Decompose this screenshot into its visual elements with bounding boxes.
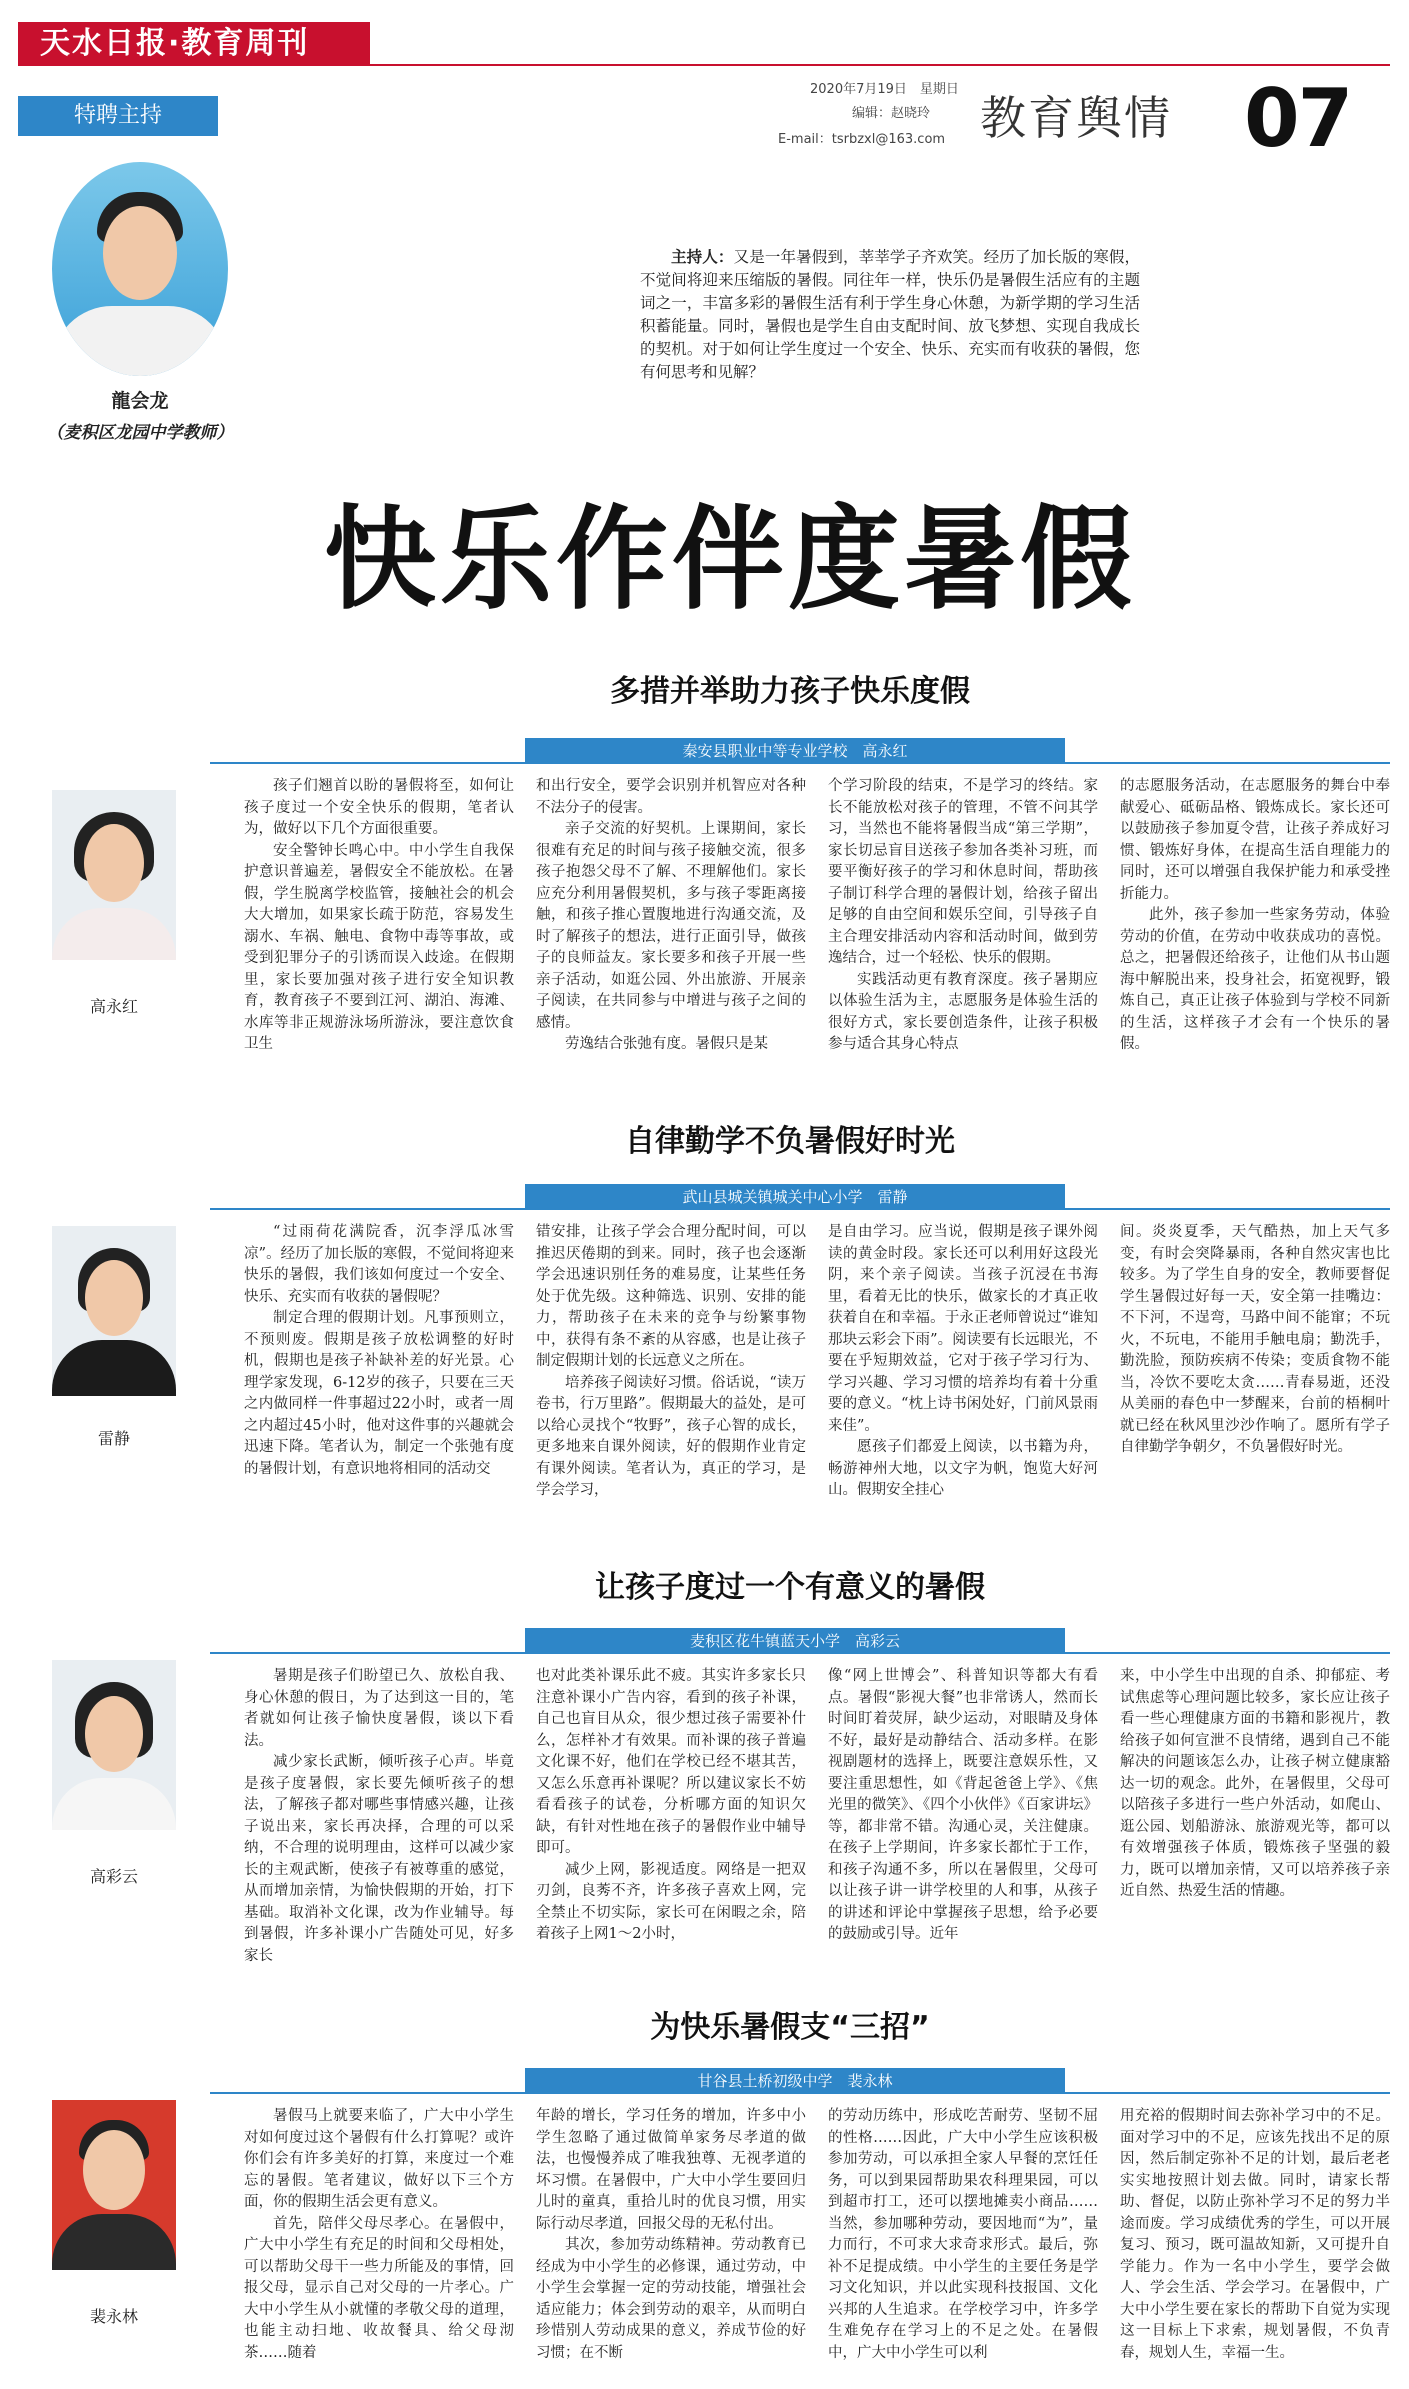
paragraph: 首先，陪伴父母尽孝心。在暑假中，广大中小学生有充足的时间和父母相处，可以帮助父母干一些力所能及的事情，回报父母，显示自己对父母的一片孝心。广大中小学生从小就懂的孝敬父母的道理，也能主动扫地、收故餐具、给父母沏茶……随着 <box>244 2215 514 2361</box>
paragraph: 减少家长武断，倾听孩子心声。毕竟是孩子度暑假，家长要先倾听孩子的想法，了解孩子都对哪些事情感兴趣，让孩子说出来，家长再决择，合理的可以采纳，不合理的说明理由，这样可以减少家长的主观武断，使孩子有被尊重的感觉，从而增加亲情，为愉快假期的开始，打下基础。取消补文化课，改为作业辅导。每到暑假，许多补课小广告随处可见，好多家长 <box>244 1754 514 1964</box>
paragraph: 此外，孩子参加一些家务劳动，体验劳动的价值，在劳动中收获成功的喜悦。总之，把暑假还给孩子，让他们从书山题海中解脱出来，投身社会，拓宽视野，锻炼自己，真正让孩子体验到与学校不同新的生活，这样孩子才会有一个快乐的暑假。 <box>1120 907 1390 1052</box>
paragraph: 暑假马上就要来临了，广大中小学生对如何度过这个暑假有什么打算呢？或许你们会有许多美好的打算，来度过一个难忘的暑假。笔者建议，做好以下三个方面，你的假期生活会更有意义。 <box>244 2108 514 2210</box>
paragraph: 安全警钟长鸣心中。中小学生自我保护意识普遍差，暑假安全不能放松。在暑假，学生脱离学校监管，接触社会的机会大大增加，如果家长疏于防范，容易发生溺水、车祸、触电、食物中毒等事故，或受到犯罪分子的引诱而误入歧途。在假期里，家长要加强对孩子进行安全知识教育，教育孩子不要到江河、湖泊、海滩、水库等非正规游泳场所游泳，要注意饮食卫生 <box>244 842 514 1052</box>
main-headline: 快乐作伴度暑假 <box>324 494 1136 625</box>
author-photo <box>52 2100 176 2270</box>
paragraph: 错安排，让孩子学会合理分配时间，可以推迟厌倦期的到来。同时，孩子也会逐渐学会迅速识别任务的难易度，让某些任务处于优先级。这种筛选、识别、安排的能力，帮助孩子在未来的竞争与纷繁事物中，获得有条不紊的从容感，也是让孩子制定假期计划的长远意义之所在。 <box>536 1224 806 1369</box>
article-column <box>1120 2106 1390 2376</box>
paragraph: 实践活动更有教育深度。孩子暑期应以体验生活为主，志愿服务是体验生活的很好方式，家长要创造条件，让孩子积极参与适合其身心特点 <box>828 971 1098 1052</box>
article-body <box>244 2106 1390 2376</box>
author-photo <box>52 790 176 960</box>
paragraph: 个学习阶段的结束，不是学习的终结。家长不能放松对孩子的管理，不管不问其学习，当然也不能将暑假当成“第三学期”，家长切忌盲目送孩子参加各类补习班，而要平衡好孩子的学习和休息时间，帮助孩子制订科学合理的暑假计划，给孩子留出足够的自由空间和娱乐空间，引导孩子自主合理安排活动内容和活动时间，做到劳逸结合，过一个轻松、快乐的假期。 <box>828 778 1098 966</box>
article-column <box>536 776 806 1094</box>
article-title: 自律勤学不负暑假好时光 <box>625 1124 955 1159</box>
paragraph: 孩子们翘首以盼的暑假将至，如何让孩子度过一个安全快乐的假期，笔者认为，做好以下几个方面很重要。 <box>244 778 514 837</box>
article-column <box>536 2106 806 2376</box>
host-intro <box>640 245 1140 384</box>
article-column <box>244 2106 514 2376</box>
paragraph: 年龄的增长，学习任务的增加，许多中小学生忽略了通过做简单家务尽孝道的做法，也慢慢养成了唯我独尊、无视孝道的坏习惯。在暑假中，广大中小学生要回归儿时的童真，重拾儿时的优良习惯，用实际行动尽孝道，回报父母的无私付出。 <box>536 2108 806 2232</box>
paragraph: 是自由学习。应当说，假期是孩子课外阅读的黄金时段。家长还可以利用好这段光阴，来个亲子阅读。当孩子沉浸在书海里，看着无比的快乐，做家长的才真正收获着自在和幸福。于永正老师曾说过“谁知那块云彩会下雨”。阅读要有长远眼光，不要在乎短期效益，它对于孩子学习行为、学习兴趣、学习习惯的培养均有着十分重要的意义。“枕上诗书闲处好，门前风景雨来佳”。 <box>828 1224 1098 1434</box>
author-name: 雷静 <box>97 1429 130 1448</box>
article-column <box>828 2106 1098 2376</box>
article-column <box>536 1666 806 1994</box>
paragraph: 的劳动历练中，形成吃苦耐劳、坚韧不屈的性格……因此，广大中小学生应该积极参加劳动，可以承担全家人早餐的烹饪任务，可以到果园帮助果农科理果园，可以到超市打工，还可以摆地摊卖小商品……当然，参加哪种劳动，要因地而“为”，量力而行，不可求大求奇求形式。最后，弥补不足提成绩。中小学生的主要任务是学习文化知识，并以此实现科技报国、文化兴邦的人生追求。在学校学习中，许多学生难免存在学习上的不足之处。在暑假中，广大中小学生可以利 <box>828 2108 1098 2361</box>
host-title: （麦积区龙园中学教师） <box>46 423 234 443</box>
article-column <box>1120 776 1390 1094</box>
article-title: 为快乐暑假支“三招” <box>650 2010 930 2045</box>
section-name: 教育舆情 <box>980 91 1172 145</box>
masthead-rule <box>370 64 1390 66</box>
paragraph: 愿孩子们都爱上阅读，以书籍为舟，畅游神州大地，以文字为帆，饱览大好河山。假期安全挂心 <box>828 1439 1098 1498</box>
article-title: 多措并举助力孩子快乐度假 <box>610 674 970 709</box>
article-byline: 秦安县职业中等专业学校 高永红 <box>525 738 1065 764</box>
article-column <box>244 1222 514 1550</box>
page-number: 07 <box>1244 72 1352 165</box>
article-column <box>1120 1222 1390 1550</box>
email-line: E-mail：tsrbzxl@163.com <box>778 132 946 147</box>
article-column <box>828 1666 1098 1994</box>
host-badge: 特聘主持 <box>18 96 218 136</box>
paragraph: 劳逸结合张弛有度。暑假只是某 <box>565 1036 768 1052</box>
paragraph: 间。炎炎夏季，天气酷热，加上天气多变，有时会突降暴雨，各种自然灾害也比较多。为了学生自身的安全，教师要督促学生暑假过好每一天，安全第一挂嘴边：不下河，不逞弯，马路中间不能窜；不玩火，不玩电，不能用手触电扇；勤洗手，勤洗脸，预防疾病不传染；变质食物不能当，冷饮不要吃太贪……青春易逝，还没从美丽的春色中一梦醒来，台前的梧桐叶就已经在秋风里沙沙作响了。愿所有学子自律勤学争朝夕，不负暑假好时光。 <box>1120 1224 1390 1455</box>
article-column <box>1120 1666 1390 1994</box>
intro-label: 主持人： <box>671 247 734 266</box>
paragraph: “过雨荷花满院香，沉李浮瓜冰雪凉”。经历了加长版的寒假，不觉间将迎来快乐的暑假，我们该如何度过一个安全、快乐、充实而有收获的暑假呢？ <box>244 1224 514 1305</box>
paragraph: 暑期是孩子们盼望已久、放松自我、身心休憩的假日，为了达到这一目的，笔者就如何让孩子愉快度暑假，谈以下看法。 <box>244 1668 514 1749</box>
issue-date: 2020年7月19日 星期日 <box>810 82 959 97</box>
host-name: 龍会龙 <box>111 390 169 412</box>
article-column <box>828 776 1098 1094</box>
author-name: 裴永林 <box>89 2307 138 2326</box>
paragraph: 来，中小学生中出现的自杀、抑郁症、考试焦虑等心理问题比较多，家长应让孩子看一些心理健康方面的书籍和影视片，教给孩子如何宣泄不良情绪，遇到自己不能解决的问题该怎么办，让孩子树立健康豁达一切的观念。此外，在暑假里，父母可以陪孩子多进行一些户外活动，如爬山、逛公园、划船游泳、旅游观光等，都可以有效增强孩子体质，锻炼孩子坚强的毅力，既可以增加亲情，又可以培养孩子亲近自然、热爱生活的情趣。 <box>1120 1668 1390 1899</box>
author-photo <box>52 1660 176 1830</box>
masthead: 天水日报·教育周刊 <box>18 22 370 66</box>
article-body <box>244 1666 1390 1994</box>
article-byline: 武山县城关镇城关中心小学 雷静 <box>525 1184 1065 1210</box>
author-name: 高彩云 <box>89 1867 138 1886</box>
article-column <box>244 776 514 1094</box>
author-name: 高永红 <box>89 997 138 1016</box>
paragraph: 用充裕的假期时间去弥补学习中的不足。面对学习中的不足，应该先找出不足的原因，然后制定弥补不足的计划，最后老老实实地按照计划去做。同时，请家长帮助、督促，以防止弥补学习不足的努力半途而废。学习成绩优秀的学生，可以开展复习、预习，既可温故知新，又可提升自学能力。作为一名中小学生，要学会做人、学会生活、学会学习。在暑假中，广大中小学生要在家长的帮助下自觉为实现这一目标上下求索，规划暑假，不负青春，规划人生，幸福一生。 <box>1120 2108 1390 2361</box>
paragraph: 减少上网，影视适度。网络是一把双刃剑，良莠不齐，许多孩子喜欢上网，完全禁止不切实际，家长可在闲暇之余，陪着孩子上网1～2小时， <box>536 1861 806 1942</box>
paragraph: 的志愿服务活动，在志愿服务的舞台中奉献爱心、砥砺品格、锻炼成长。家长还可以鼓励孩子参加夏令营，让孩子养成好习惯、锻炼好身体，在提高生活自理能力的同时，还可以增强自我保护能力和承受挫折能力。 <box>1120 778 1390 902</box>
host-photo <box>52 162 228 376</box>
article-body <box>244 776 1390 1094</box>
article-body <box>244 1222 1390 1550</box>
article-column <box>244 1666 514 1994</box>
paragraph: 像“网上世博会”、科普知识等都大有看点。暑假“影视大餐”也非常诱人，然而长时间盯着荧屏，缺少运动，对眼睛及身体不好，最好是动静结合、活动多样。在影视剧题材的选择上，既要注意娱乐性，又要注重思想性，如《背起爸爸上学》、《焦光里的微笑》、《四个小伙伴》《百家讲坛》等，都非常不错。沟通心灵，关注健康。在孩子上学期间，许多家长都忙于工作，和孩子沟通不多，所以在暑假里，父母可以让孩子讲一讲学校里的人和事，从孩子的讲述和评论中掌握孩子思想，给予必要的鼓励或引导。近年 <box>828 1668 1098 1942</box>
paragraph: 其次，参加劳动练精神。劳动教育已经成为中小学生的必修课，通过劳动，中小学生会掌握一定的劳动技能，增强社会适应能力；体会到劳动的艰辛，从而明白珍惜别人劳动成果的意义，养成节俭的好习惯；在不断 <box>536 2237 806 2361</box>
author-photo <box>52 1226 176 1396</box>
paragraph: 培养孩子阅读好习惯。俗话说，“读万卷书，行万里路”。假期最大的益处，是可以给心灵找个“牧野”，孩子心智的成长，更多地来自课外阅读，好的假期作业肯定有课外阅读。笔者认为，真正的学习，是学会学习， <box>536 1374 806 1498</box>
article-column <box>536 1222 806 1550</box>
article-column <box>828 1222 1098 1550</box>
article-byline: 麦积区花牛镇蓝天小学 高彩云 <box>525 1628 1065 1654</box>
article-title: 让孩子度过一个有意义的暑假 <box>595 1570 985 1605</box>
article-byline: 甘谷县土桥初级中学 裴永林 <box>525 2068 1065 2094</box>
paragraph: 也对此类补课乐此不疲。其实许多家长只注意补课小广告内容，看到的孩子补课，自己也盲目从众，很少想过孩子需要补什么，怎样补才有效果。而补课的孩子普遍文化课不好，他们在学校已经不堪其苦，又怎么乐意再补课呢？所以建议家长不妨看看孩子的试卷，分析哪方面的知识欠缺，有针对性地在孩子的暑假作业中辅导即可。 <box>536 1668 806 1856</box>
editor-line: 编辑：赵晓玲 <box>852 106 931 121</box>
paragraph: 制定合理的假期计划。凡事预则立，不预则废。假期是孩子放松调整的好时机，假期也是孩子补缺补差的好光景。心理学家发现，6-12岁的孩子，只要在三天之内做同样一件事超过22小时，或者一周之内超过45小时，他对这件事的兴趣就会迅速下降。笔者认为，制定一个张弛有度的暑假计划，有意识地将相同的活动交 <box>244 1310 514 1477</box>
intro-text: 又是一年暑假到，莘莘学子齐欢笑。经历了加长版的寒假，不觉间将迎来压缩版的暑假。同往年一样，快乐仍是暑假生活应有的主题词之一，丰富多彩的暑假生活有利于学生身心休憩，为新学期的学习生活积蓄能量。同时，暑假也是学生自由支配时间、放飞梦想、实现自我成长的契机。对于如何让学生度过一个安全、快乐、充实而有收获的暑假，您有何思考和见解？ <box>640 248 1140 381</box>
paragraph: 亲子交流的好契机。上课期间，家长很难有充足的时间与孩子接触交流，很多孩子抱怨父母不了解、不理解他们。家长应充分利用暑假契机，多与孩子零距离接触，和孩子推心置腹地进行沟通交流，及时了解孩子的想法，进行正面引导，做孩子的良师益友。家长要多和孩子开展一些亲子活动，如逛公园、外出旅游、开展亲子阅读，在共同参与中增进与孩子之间的感情。 <box>536 821 806 1031</box>
paragraph: 和出行安全，要学会识别并机智应对各种不法分子的侵害。 <box>536 778 806 816</box>
